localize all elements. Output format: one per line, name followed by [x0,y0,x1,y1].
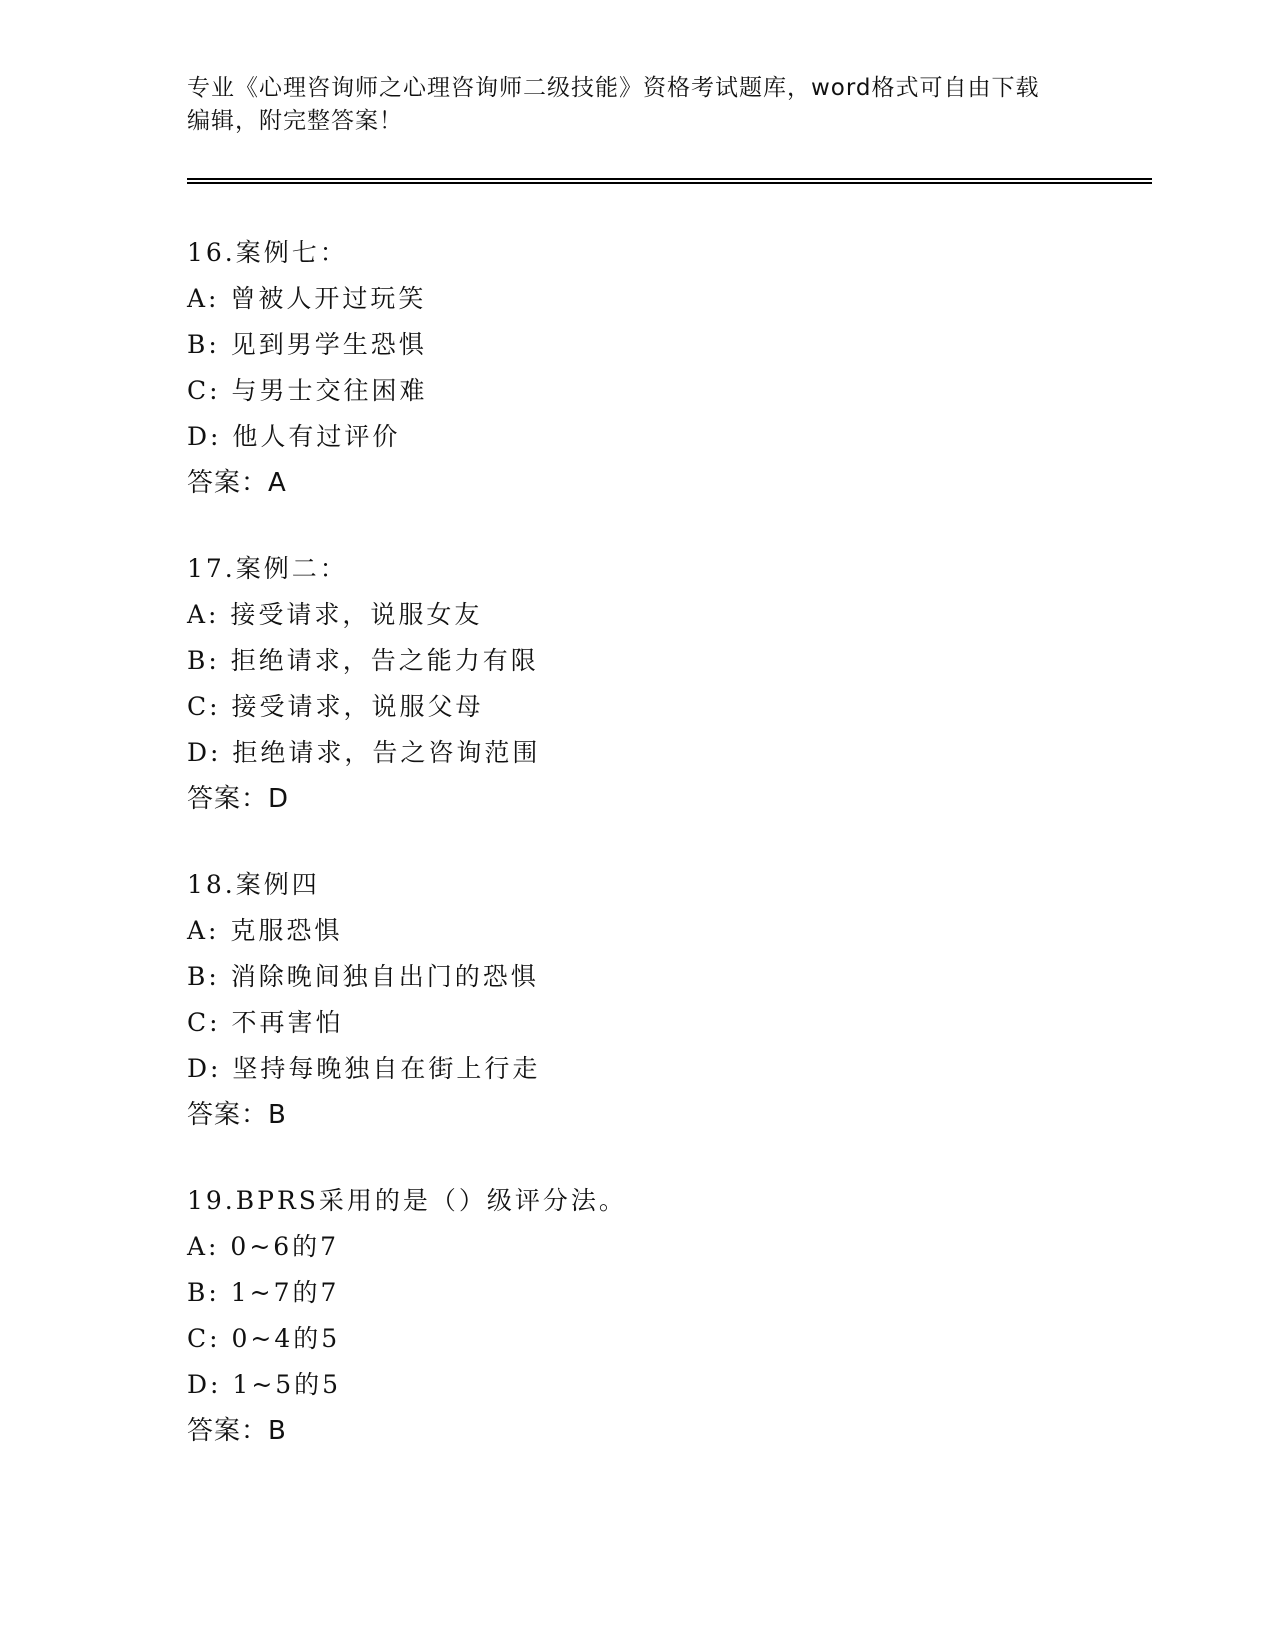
option-b: B: 见到男学生恐惧 [187,330,427,359]
option-a: A: 克服恐惧 [187,916,343,945]
header-line-1: 专业《心理咨询师之心理咨询师二级技能》资格考试题库，word格式可自由下载 [187,75,1040,101]
option-b: B: 1~7的7 [187,1278,340,1307]
header-line-2: 编辑，附完整答案！ [187,108,403,134]
question-17 [187,546,1087,822]
question-stem: 18.案例四 [187,870,320,899]
answer: 答案：A [187,468,287,498]
option-a: A: 0~6的7 [187,1232,340,1261]
option-a: A: 曾被人开过玩笑 [187,284,427,313]
option-b: B: 拒绝请求，告之能力有限 [187,646,539,675]
answer: 答案：D [187,784,290,814]
question-stem: 19.BPRS采用的是（）级评分法。 [187,1186,627,1215]
option-d: D: 拒绝请求，告之咨询范围 [187,738,541,767]
question-19 [187,1178,1087,1454]
answer: 答案：B [187,1416,287,1446]
option-c: C: 接受请求，说服父母 [187,692,484,721]
option-c: C: 与男士交往困难 [187,376,428,405]
question-stem: 17.案例二： [187,554,348,583]
option-b: B: 消除晚间独自出门的恐惧 [187,962,539,991]
question-16 [187,230,1087,506]
header-divider-bottom [187,182,1152,184]
option-d: D: 他人有过评价 [187,422,401,451]
option-c: C: 不再害怕 [187,1008,344,1037]
option-c: C: 0~4的5 [187,1324,341,1353]
header-divider-top [187,178,1152,180]
answer: 答案：B [187,1100,287,1130]
question-stem: 16.案例七： [187,238,348,267]
question-18 [187,862,1087,1138]
document-header [187,72,1087,138]
option-d: D: 坚持每晚独自在街上行走 [187,1054,541,1083]
option-a: A: 接受请求，说服女友 [187,600,483,629]
option-d: D: 1~5的5 [187,1370,342,1399]
